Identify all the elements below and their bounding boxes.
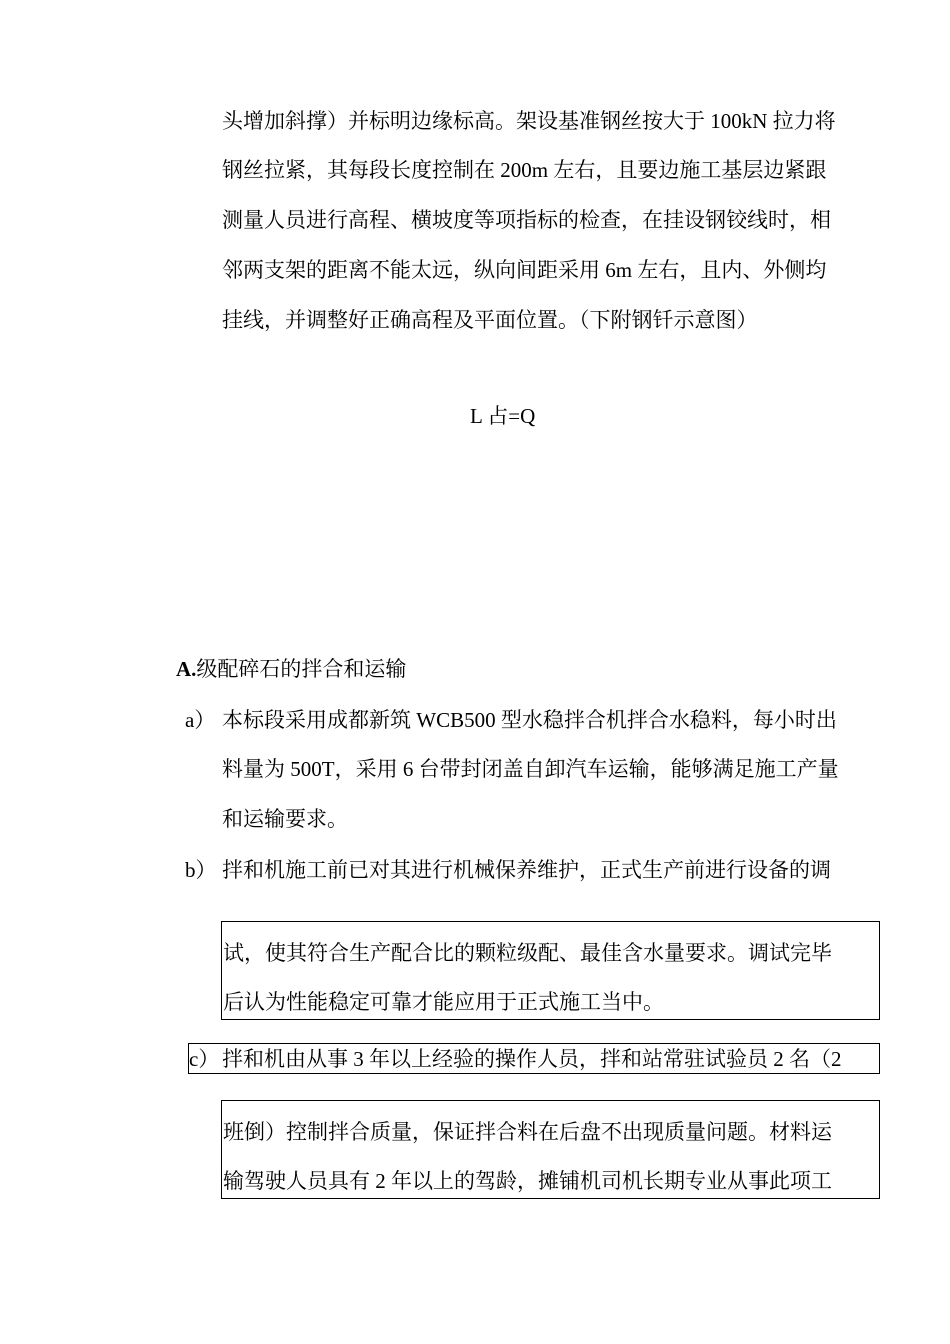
figure-caption: L 占=Q bbox=[470, 404, 536, 428]
item-label-c: c） bbox=[189, 1047, 220, 1071]
section-heading bbox=[176, 656, 406, 682]
item-b-line: 拌和机施工前已对其进行机械保养维护，正式生产前进行设备的调 bbox=[222, 858, 831, 882]
item-a-line: 和运输要求。 bbox=[222, 807, 348, 831]
item-b-line: 后认为性能稳定可靠才能应用于正式施工当中。 bbox=[223, 990, 664, 1014]
paragraph-line: 头增加斜撑）并标明边缘标高。架设基准钢丝按大于 100kN 拉力将 bbox=[222, 109, 836, 133]
paragraph-line: 测量人员进行高程、横坡度等项指标的检查，在挂设钢铰线时，相 bbox=[222, 208, 831, 232]
paragraph-line: 挂线，并调整好正确高程及平面位置。（下附钢钎示意图） bbox=[222, 308, 758, 332]
item-c-text-box bbox=[221, 1100, 880, 1199]
paragraph-line: 钢丝拉紧，其每段长度控制在 200m 左右，且要边施工基层边紧跟 bbox=[222, 158, 827, 182]
item-c-first-line-box bbox=[188, 1043, 880, 1074]
item-label-a: a） bbox=[185, 708, 216, 732]
section-heading-prefix: A. bbox=[176, 657, 197, 681]
paragraph-line: 邻两支架的距离不能太远，纵向间距采用 6m 左右，且内、外侧均 bbox=[222, 258, 827, 282]
item-a-line: 料量为 500T，采用 6 台带封闭盖自卸汽车运输，能够满足施工产量 bbox=[222, 757, 839, 781]
section-heading-text: 级配碎石的拌合和运输 bbox=[196, 657, 407, 681]
item-c-line: 拌和机由从事 3 年以上经验的操作人员，拌和站常驻试验员 2 名（2 bbox=[222, 1047, 842, 1071]
item-b-text-box bbox=[221, 921, 880, 1020]
item-c-line: 班倒）控制拌合质量，保证拌合料在后盘不出现质量问题。材料运 bbox=[223, 1120, 832, 1144]
item-b-line: 试，使其符合生产配合比的颗粒级配、最佳含水量要求。调试完毕 bbox=[223, 941, 832, 965]
item-c-line: 输驾驶人员具有 2 年以上的驾龄，摊铺机司机长期专业从事此项工 bbox=[223, 1169, 832, 1193]
item-a-line: 本标段采用成都新筑 WCB500 型水稳拌合机拌合水稳料，每小时出 bbox=[222, 708, 837, 732]
item-label-b: b） bbox=[185, 858, 217, 882]
